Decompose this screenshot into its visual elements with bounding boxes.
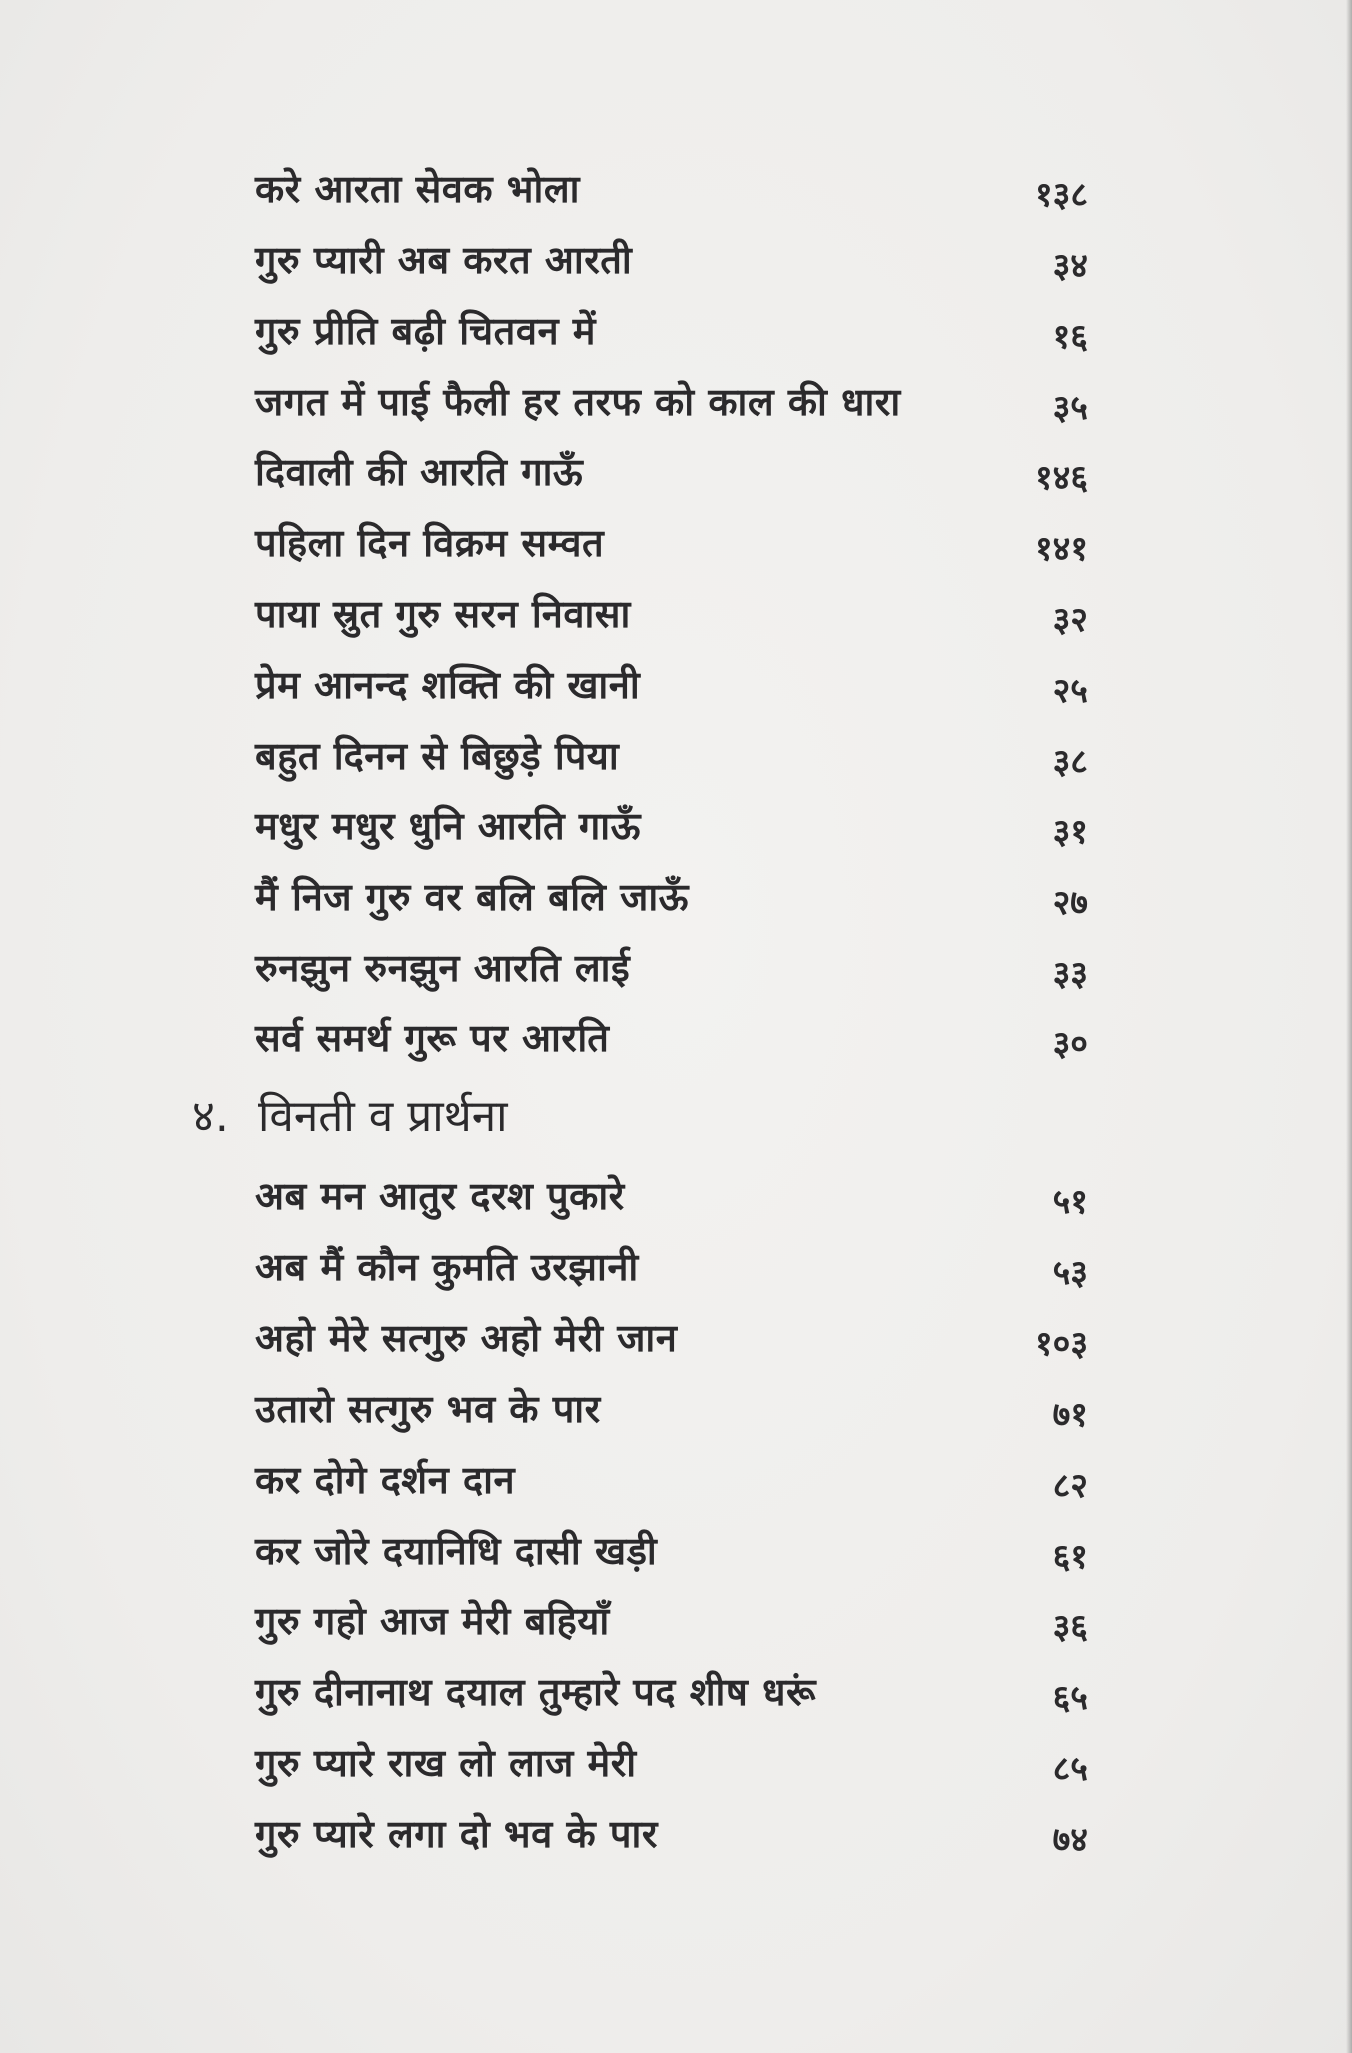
toc-entry [255,1805,1088,1865]
toc-entry-title: गुरु प्यारी अब करत आरती [255,238,633,282]
toc-entry [255,1522,1088,1582]
toc-entry-title: कर दोगे दर्शन दान [255,1458,516,1502]
toc-entry-page: १४१ [1034,529,1088,569]
toc-entry [255,939,1088,999]
toc-entry-page: १०३ [1034,1324,1088,1364]
toc-entry [255,727,1088,787]
toc-entry [255,1238,1088,1298]
toc-entry-title: प्रेम आनन्द शक्ति की खानी [255,663,641,707]
toc-entry-page: ८५ [1052,1749,1088,1789]
toc-entry [255,585,1088,645]
toc-entry-page: ३० [1052,1024,1088,1064]
toc-entry-title: पाया स्रुत गुरु सरन निवासा [255,592,631,636]
toc-entry-title: दिवाली की आरति गाऊँ [255,450,584,494]
toc-entry-page: ३२ [1052,600,1088,640]
section-number: ४. [192,1091,229,1142]
toc-entry-page: ६५ [1052,1678,1088,1718]
toc-entry-title: उतारो सत्गुरु भव के पार [255,1387,601,1431]
toc-entry-title: अहो मेरे सत्गुरु अहो मेरी जान [255,1316,678,1360]
toc-entry-page: १३८ [1034,175,1088,215]
toc-entry-page: २७ [1052,883,1088,923]
toc-entry [255,302,1088,362]
toc-entry-page: ३६ [1052,1607,1088,1647]
toc-entry [255,231,1088,291]
section-heading [192,1080,1092,1150]
toc-entry [255,160,1088,220]
toc-entry [255,1309,1088,1369]
toc-entry [255,1167,1088,1227]
toc-entry-page: ५१ [1052,1182,1088,1222]
toc-entry-page: २५ [1052,671,1088,711]
toc-entry [255,868,1088,928]
toc-entry-page: ६१ [1052,1537,1088,1577]
toc-entry-page: १४६ [1034,458,1088,498]
toc-entry-title: कर जोरे दयानिधि दासी खड़ी [255,1529,658,1573]
toc-entry-title: गुरु प्रीति बढ़ी चितवन में [255,309,597,353]
toc-entry-title: मैं निज गुरु वर बलि बलि जाऊँ [255,875,689,919]
toc-entry [255,1009,1088,1069]
toc-entry-page: ३१ [1052,812,1088,852]
toc-entry-page: ३८ [1052,742,1088,782]
toc-entry-title: सर्व समर्थ गुरू पर आरति [255,1016,610,1060]
toc-entry [255,514,1088,574]
toc-entry-page: ५३ [1052,1253,1088,1293]
toc-entry [255,1663,1088,1723]
page-edge-shadow [1346,0,1352,2053]
toc-entry [255,443,1088,503]
toc-entry-title: बहुत दिनन से बिछुड़े पिया [255,734,620,778]
toc-entry-page: ७१ [1052,1395,1088,1435]
toc-entry-title: गुरु प्यारे राख लो लाज मेरी [255,1741,637,1785]
toc-entry-page: १६ [1052,317,1088,357]
toc-entry [255,797,1088,857]
toc-entry-page: ८२ [1052,1466,1088,1506]
toc-entry [255,373,1088,433]
toc-entry-title: अब मन आतुर दरश पुकारे [255,1174,625,1218]
toc-entry-title: अब मैं कौन कुमति उरझानी [255,1245,639,1289]
toc-entry [255,1451,1088,1511]
toc-entry-page: ३३ [1052,954,1088,994]
toc-entry-title: रुनझुन रुनझुन आरति लाई [255,946,631,990]
toc-entry-title: मधुर मधुर धुनि आरति गाऊँ [255,804,641,848]
toc-entry-page: ३४ [1052,246,1088,286]
toc-entry [255,1380,1088,1440]
toc-entry-title: पहिला दिन विक्रम सम्वत [255,521,605,565]
toc-entry [255,656,1088,716]
toc-entry-title: गुरु दीनानाथ दयाल तुम्हारे पद शीष धरूं [255,1670,816,1714]
section-title: विनती व प्रार्थना [258,1091,508,1142]
toc-entry-page: ३५ [1052,388,1088,428]
toc-entry [255,1734,1088,1794]
toc-entry-title: जगत में पाई फैली हर तरफ को काल की धारा [255,380,901,424]
toc-entry-page: ७४ [1052,1820,1088,1860]
toc-entry-title: करे आरता सेवक भोला [255,167,580,211]
toc-entry-title: गुरु प्यारे लगा दो भव के पार [255,1812,658,1856]
toc-entry [255,1592,1088,1652]
toc-entry-title: गुरु गहो आज मेरी बहियाँ [255,1599,610,1643]
